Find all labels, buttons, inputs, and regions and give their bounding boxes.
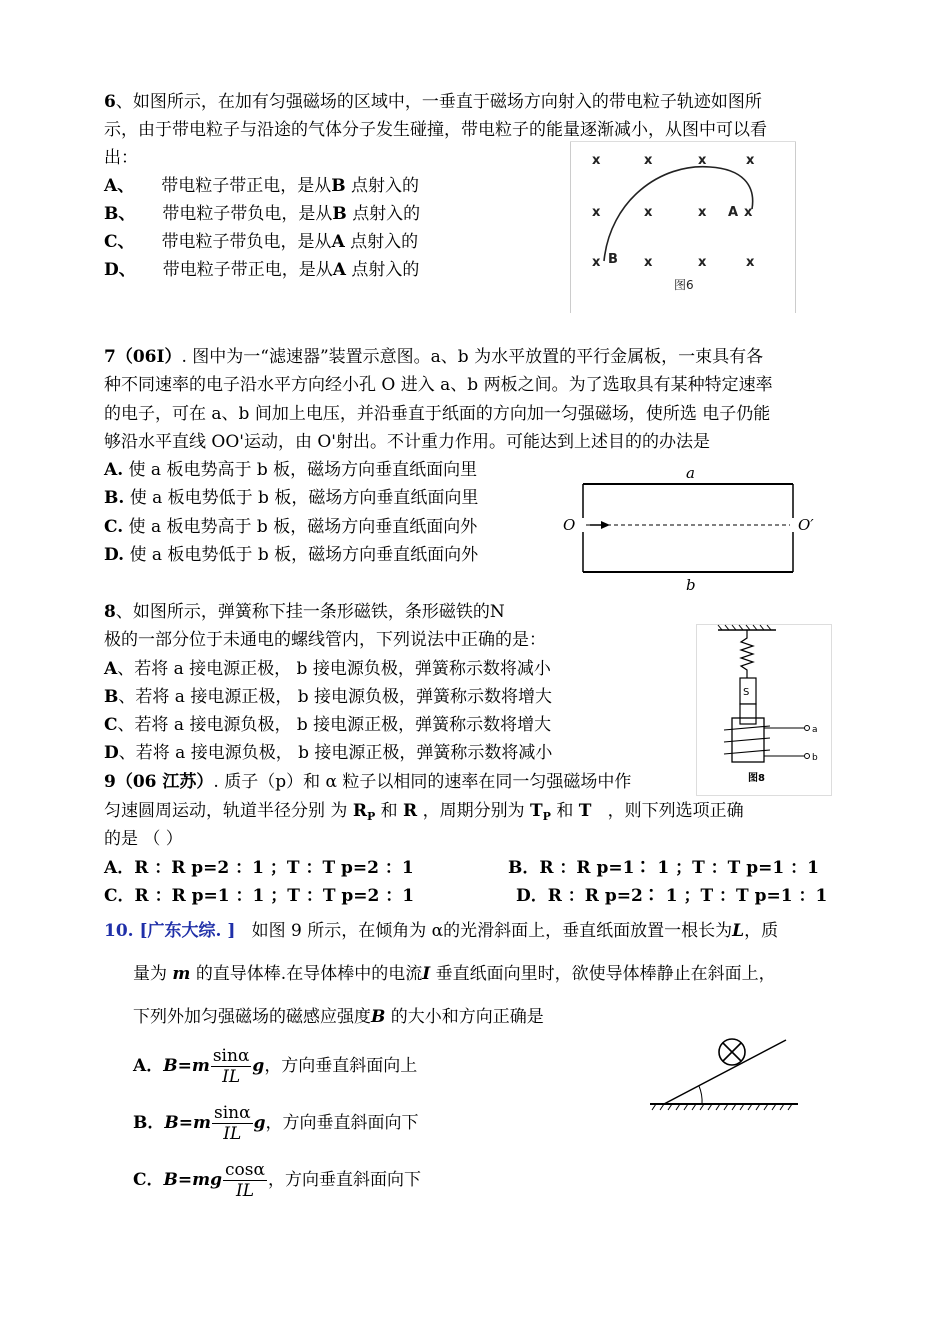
- q8-option-c[interactable]: [104, 714, 551, 736]
- option-text: 使 a 板电势低于 b 板，磁场方向垂直纸面向里: [124, 488, 479, 508]
- q10-line-2: [133, 963, 776, 985]
- option-key: C、: [104, 232, 135, 252]
- formula-coef: m: [193, 1113, 211, 1133]
- q9-and: 和: [375, 801, 404, 821]
- fraction-denominator: IL: [222, 1067, 241, 1087]
- symbol-i: I: [422, 964, 431, 984]
- field-cross: x: [644, 205, 653, 220]
- option-text: 、若将 a 接电源负极， b 接电源正极，弹簧称示数将增大: [117, 715, 552, 735]
- formula-coef: m: [191, 1056, 210, 1076]
- q7-option-d[interactable]: [104, 544, 478, 566]
- q7-option-c[interactable]: [104, 516, 477, 538]
- option-text: 带电粒子带正电，是从: [161, 176, 332, 196]
- option-text: 使 a 板电势高于 b 板，磁场方向垂直纸面向里: [123, 460, 478, 480]
- option-key: B、: [104, 204, 136, 224]
- q8-option-d[interactable]: [104, 742, 552, 764]
- field-cross: x: [698, 255, 707, 270]
- option-key: D、: [104, 260, 136, 280]
- field-cross: x: [698, 153, 707, 168]
- option-key: C．: [133, 1170, 164, 1190]
- q9-text-1: . 质子（p）和 α 粒子以相同的速率在同一匀强磁场中作: [213, 772, 632, 792]
- field-cross: x: [644, 255, 653, 270]
- field-cross: x: [744, 205, 753, 220]
- field-cross: x: [746, 255, 755, 270]
- q7-line-2: 种不同速率的电子沿水平方向经小孔 O 进入 a、b 两板之间。为了选取具有某种特定速率: [104, 375, 773, 395]
- q8-line-1: [104, 601, 505, 623]
- option-desc: ，方向垂直斜面向下: [265, 1113, 419, 1133]
- option-tail: 点射入的: [350, 232, 419, 252]
- option-tail: 点射入的: [351, 260, 420, 280]
- terminal-b-label: b: [812, 753, 818, 763]
- q9-text-2b: ，周期分别为: [417, 801, 530, 821]
- option-key: A．: [133, 1056, 164, 1076]
- field-cross: x: [644, 153, 653, 168]
- option-text: 使 a 板电势高于 b 板，磁场方向垂直纸面向外: [123, 517, 478, 537]
- q10-option-b[interactable]: [133, 1100, 418, 1146]
- q6-number: 6: [104, 92, 116, 112]
- option-tail: 点射入的: [352, 204, 421, 224]
- q6-option-b[interactable]: [104, 203, 420, 225]
- formula-eq: =: [178, 1113, 193, 1133]
- option-key: A、: [104, 176, 135, 196]
- point-b-label: B: [608, 252, 618, 267]
- q10-source-tag: 10. [广东大综. ]: [104, 921, 236, 941]
- q9-number: 9（06 江苏）: [104, 772, 214, 792]
- angle-arc: [699, 1086, 702, 1104]
- option-key: A.: [104, 460, 124, 480]
- option-key: B: [104, 687, 119, 707]
- symbol-m: m: [172, 964, 191, 984]
- q10-text-3b: 的大小和方向正确是: [390, 1007, 544, 1027]
- q10-option-c[interactable]: [133, 1157, 421, 1203]
- q6-line-3: 出：: [104, 148, 138, 168]
- fraction-numerator: cosα: [225, 1160, 265, 1180]
- q9-text-2c: ，则下列选项正确: [607, 801, 744, 821]
- q6-option-c[interactable]: [104, 231, 418, 253]
- option-key: D.: [104, 545, 125, 565]
- formula-lhs: B: [163, 1056, 178, 1076]
- field-cross: x: [592, 255, 601, 270]
- q9-option-b[interactable]: B．R ：R p=1∶ 1 ；T ：T p=1 ：1: [508, 858, 819, 878]
- point-a-label: A: [728, 205, 739, 220]
- q10-figure-incline: [644, 1030, 804, 1112]
- fraction-denominator: IL: [236, 1181, 255, 1201]
- q9-and: 和: [550, 801, 579, 821]
- symbol-t: T: [530, 801, 543, 821]
- symbol-r: R: [352, 801, 367, 821]
- q7-option-a[interactable]: [104, 459, 477, 481]
- option-key: B.: [104, 488, 125, 508]
- field-cross: x: [592, 153, 601, 168]
- formula-eq: =: [177, 1056, 192, 1076]
- symbol-b: B: [371, 1007, 386, 1027]
- option-text: 带电粒子带负电，是从: [161, 232, 332, 252]
- q8-text-1: 、如图所示，弹簧称下挂一条形磁铁，条形磁铁的N: [115, 602, 505, 622]
- q10-text-2b: 的直导体棒.在导体棒中的电流: [195, 964, 423, 984]
- formula-tail: g: [252, 1056, 265, 1076]
- q6-option-d[interactable]: [104, 259, 419, 281]
- terminal-a: [805, 726, 810, 731]
- spring: [741, 630, 753, 678]
- subscript-p: P: [366, 810, 376, 823]
- option-desc: ，方向垂直斜面向下: [268, 1170, 421, 1190]
- option-text: 、若将 a 接电源正极， b 接电源负极，弹簧称示数将减小: [117, 659, 551, 679]
- q8-line-2: 极的一部分位于未通电的螺线管内，下列说法中正确的是：: [104, 630, 546, 650]
- q9-text-2a: 匀速圆周运动，轨道半径分别 为: [104, 801, 353, 821]
- q6-figure-magnetic-field: [570, 141, 796, 313]
- q10-line-3: [133, 1006, 544, 1028]
- option-key: A: [104, 659, 118, 679]
- field-cross: x: [592, 205, 601, 220]
- q9-option-d[interactable]: D．R ：R p=2∶ 1 ；T ：T p=1 ：1: [516, 886, 828, 906]
- q9-line-1: [104, 771, 631, 793]
- q6-text-1: 、如图所示，在加有匀强磁场的区域中，一垂直于磁场方向射入的带电粒子轨迹如图所: [115, 92, 762, 112]
- option-text: 、若将 a 接电源负极， b 接电源正极，弹簧称示数将减小: [118, 743, 553, 763]
- magnet-s-label: S: [743, 687, 750, 698]
- option-text: 带电粒子带正电，是从: [162, 260, 333, 280]
- figure-caption: 图6: [674, 278, 694, 292]
- formula-tail: g: [253, 1113, 266, 1133]
- q10-option-a[interactable]: [133, 1043, 417, 1089]
- subscript-p: P: [542, 810, 551, 823]
- option-key: B．: [133, 1113, 165, 1133]
- q7-figure-velocity-filter: [558, 462, 828, 592]
- q10-text-2c: 垂直纸面向里时，欲使导体棒静止在斜面上，: [435, 964, 776, 984]
- formula-eq: =: [177, 1170, 193, 1190]
- q10-text-2a: 量为: [133, 964, 167, 984]
- q7-option-b[interactable]: [104, 487, 478, 509]
- q6-line-1: [104, 91, 762, 113]
- option-key: C: [104, 715, 118, 735]
- formula-fraction: [212, 1103, 253, 1144]
- q8-figure-spring-solenoid: [696, 624, 832, 796]
- q7-line-4: 够沿水平直线 OO'运动，由 O'射出。不计重力作用。可能达到上述目的的办法是: [104, 432, 710, 452]
- q9-line-2: [104, 800, 744, 828]
- option-key: D: [104, 743, 119, 763]
- point-o-label: O: [563, 516, 576, 534]
- q7-text-1: . 图中为一“滤速器”装置示意图。a、b 为水平放置的平行金属板，一束具有各: [181, 347, 764, 367]
- fraction-numerator: sinα: [212, 1046, 250, 1066]
- terminal-b: [805, 754, 810, 759]
- q9-option-a[interactable]: A．R ：R p=2 ：1 ；T ：T p=2 ：1: [104, 858, 414, 878]
- symbol-l: L: [732, 921, 745, 941]
- fraction-denominator: IL: [223, 1124, 242, 1144]
- option-point: B: [332, 204, 347, 224]
- option-point: A: [331, 232, 345, 252]
- q8-option-b[interactable]: [104, 686, 552, 708]
- formula-coef: mg: [192, 1170, 223, 1190]
- q8-number: 8: [104, 602, 116, 622]
- symbol-t-alpha: T: [578, 801, 592, 821]
- figure-caption: 图8: [748, 773, 765, 784]
- option-text: 、若将 a 接电源正极， b 接电源负极，弹簧称示数将增大: [118, 687, 553, 707]
- option-tail: 点射入的: [351, 176, 420, 196]
- plate-b-label: b: [686, 576, 696, 592]
- q10-text-1: 如图 9 所示，在倾角为 α的光滑斜面上，垂直纸面放置一根长为: [251, 921, 733, 941]
- formula-fraction: [223, 1160, 267, 1201]
- q6-line-2: 示，由于带电粒子与沿途的气体分子发生碰撞，带电粒子的能量逐渐减小，从图中可以看: [104, 120, 767, 140]
- q9-line-3: 的是 （ ）: [104, 829, 183, 849]
- formula-lhs: B: [164, 1113, 179, 1133]
- option-text: 带电粒子带负电，是从: [162, 204, 333, 224]
- option-point: A: [332, 260, 346, 280]
- formula-fraction: [211, 1046, 252, 1087]
- field-cross: x: [698, 205, 707, 220]
- option-key: C.: [104, 517, 124, 537]
- q7-line-3: 的电子，可在 a、b 间加上电压，并沿垂直于纸面的方向加一匀强磁场，使所选 电子仍能: [104, 404, 771, 424]
- option-point: B: [331, 176, 346, 196]
- field-cross: x: [746, 153, 755, 168]
- terminal-a-label: a: [812, 725, 818, 735]
- formula-lhs: B: [163, 1170, 178, 1190]
- q9-option-c[interactable]: C．R ：R p=1 ：1 ；T ：T p=2 ：1: [104, 886, 415, 906]
- q6-option-a[interactable]: [104, 175, 419, 197]
- fraction-numerator: sinα: [214, 1103, 251, 1123]
- plate-a-label: a: [686, 464, 695, 482]
- q7-line-1: [104, 346, 763, 368]
- symbol-r-alpha: R: [403, 801, 418, 821]
- option-desc: ，方向垂直斜面向上: [264, 1056, 418, 1076]
- q10-line-1: [104, 920, 778, 942]
- q8-option-a[interactable]: [104, 658, 551, 680]
- q10-text-1-end: ，质: [744, 921, 779, 941]
- q7-number: 7（06Ⅰ）: [104, 347, 182, 367]
- point-o-prime-label: O′: [798, 516, 814, 534]
- option-text: 使 a 板电势低于 b 板，磁场方向垂直纸面向外: [124, 545, 479, 565]
- q10-text-3a: 下列外加匀强磁场的磁感应强度: [133, 1007, 371, 1027]
